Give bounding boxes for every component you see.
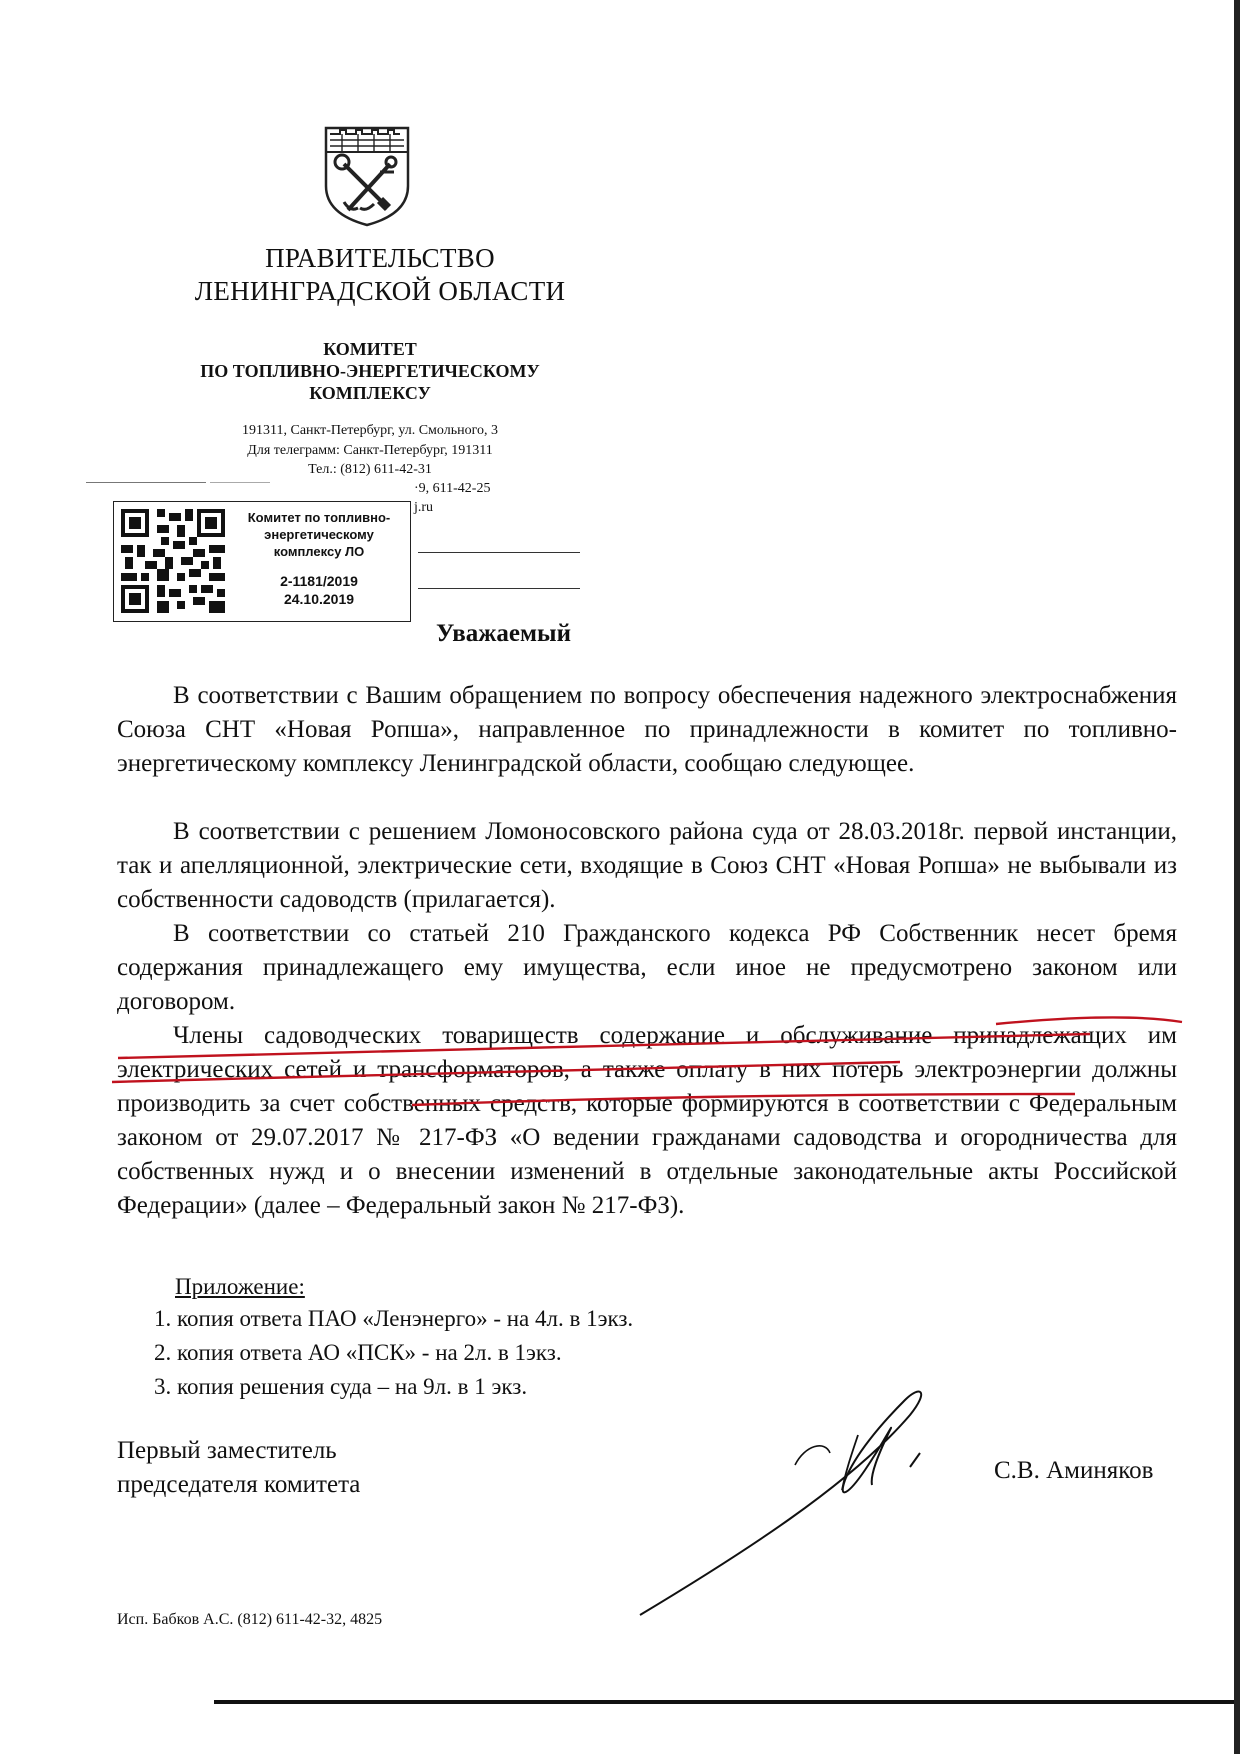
signatory-name: С.В. Аминяков [994,1457,1154,1484]
red-underline-2 [118,1034,1090,1058]
letterhead-address: 191311, Санкт-Петербург, ул. Смольного, 3 [242,423,498,438]
committee-title-line1: КОМИТЕТ [323,339,417,359]
letterhead-phone: Тел.: (812) 611-42-31 [308,462,432,477]
attachment-item: 1. копия ответа ПАО «Ленэнерго» - на 4л. в 1экз. [154,1306,634,1331]
scan-edge-right [1234,0,1240,1754]
government-title-line2: ЛЕНИНГРАДСКОЙ ОБЛАСТИ [194,276,566,306]
red-underline-3 [112,1062,900,1082]
signatory-position-line2: председателя комитета [117,1471,361,1498]
red-underline-4 [412,1094,1075,1105]
body-paragraph-2: В соответствии с решением Ломоносовского района суда от 28.03.2018г. первой инстанции, так и апелляционной, электрические сети, входящие в Союз СНТ «Новая Ропша» не выбывали из собственности садоводств (прилагается). [117,818,1177,913]
executor-line: Исп. Бабков А.С. (812) 611-42-32, 4825 [117,1611,383,1628]
letterhead-telegram: Для телеграмм: Санкт-Петербург, 191311 [247,443,493,458]
handwritten-signature [620,1375,980,1625]
attachments-title: Приложение: [175,1274,305,1299]
stamp-reg-number: 2-1181/2019 [280,573,358,589]
red-underline-1 [996,1017,1182,1024]
stamp-reg-date: 24.10.2019 [283,591,355,607]
committee-title-line2: ПО ТОПЛИВНО-ЭНЕРГЕТИЧЕСКОМУ [200,361,540,381]
committee-title-line3: КОМПЛЕКСУ [309,383,431,403]
body-paragraph-4: Члены садоводческих товариществ содержание и обслуживание принадлежащих им электрических сетей и трансформаторов, а также оплату в них потерь электроэнергии должны производить за счет собственных средств, которые формируются в соответствии с Федеральным законом от 29.07.2017 № 217-ФЗ «О ведении гражданами садоводства и огородничества для собственных нужд и о внесении изменений в отдельные законодательные акты Российской Федерации» (далее – Федеральный закон № 217-ФЗ). [117,1022,1177,1219]
stamp-org-line2: энергетическому [264,527,374,542]
body-paragraph-1: В соответствии с Вашим обращением по вопросу обеспечения надежного электроснабжения Союза СНТ «Новая Ропша», направленное по принадлежности в комитет по топливно-энергетическому комплексу Ленинградской области, сообщаю следующее. [117,682,1177,777]
government-title-line1: ПРАВИТЕЛЬСТВО [265,243,495,273]
scan-edge-bottom [214,1700,1240,1704]
stamp-org-line1: Комитет по топливно- [247,510,391,525]
signatory-position-line1: Первый заместитель [117,1437,337,1464]
letterhead-fax: ·9, 611-42-25 [414,481,491,496]
salutation: Уважаемый [436,620,571,647]
attachment-item: 2. копия ответа АО «ПСК» - на 2л. в 1экз. [154,1340,562,1365]
stamp-org-line3: комплексу ЛО [273,544,365,559]
letterhead-email: j.ru [414,500,434,515]
body-paragraph-3: В соответствии со статьей 210 Гражданского кодекса РФ Собственник несет бремя содержания принадлежащего ему имущества, если иное не предусмотрено законом или договором. [117,920,1177,1015]
attachment-item: 3. копия решения суда – на 9л. в 1 экз. [154,1374,528,1399]
